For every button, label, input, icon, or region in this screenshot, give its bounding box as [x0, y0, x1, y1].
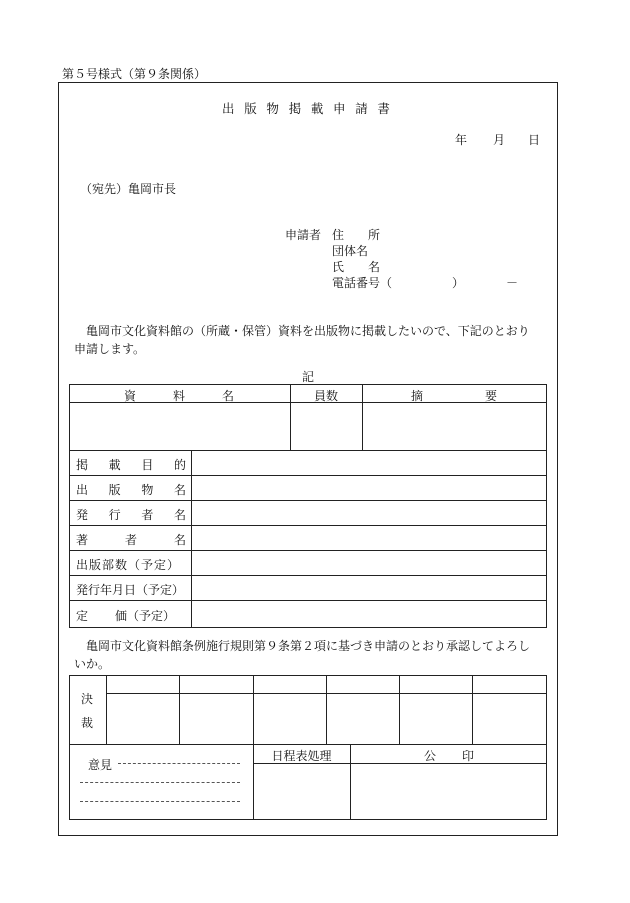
decision-char: 裁 — [81, 716, 94, 730]
row-label-author — [76, 531, 186, 548]
title-char: 請 — [355, 101, 368, 116]
row-label-price-char: 定 — [76, 609, 89, 623]
seal-char: 公 — [424, 749, 437, 763]
ki-label: 記 — [302, 370, 315, 384]
row-label-purpose — [76, 456, 186, 473]
date-year-label: 年 — [455, 133, 468, 147]
row-label-print-count: 出版部数（予定） — [76, 558, 181, 572]
header-char: 資 — [124, 389, 137, 403]
table-border — [69, 744, 547, 745]
applicant-address-label: 住 所 — [332, 228, 381, 242]
title-char: 物 — [266, 101, 279, 116]
row-label-char: 者 — [124, 533, 137, 547]
header-char: 摘 — [411, 389, 424, 403]
row-label-char: 版 — [108, 483, 121, 497]
title-char: 版 — [244, 101, 257, 116]
body-text-line1: 亀岡市文化資料館の（所蔵・保管）資料を出版物に掲載したいので、下記のとおり — [86, 324, 530, 338]
title-char: 出 — [222, 101, 235, 116]
table-border — [350, 744, 351, 820]
title-char: 書 — [377, 101, 390, 116]
approval-text-line2: いか。 — [74, 657, 111, 671]
table-border — [69, 627, 547, 628]
table-border — [69, 384, 547, 385]
row-label-char: 名 — [173, 533, 186, 547]
title-char: 申 — [333, 101, 346, 116]
approval-text-line1: 亀岡市文化資料館条例施行規則第９条第２項に基づき申請のとおり承認してよろし — [86, 639, 531, 653]
row-label-publisher — [76, 506, 186, 523]
applicant-label: 申請者 — [285, 228, 322, 242]
count-header: 員数 — [313, 389, 338, 403]
row-label-char: 的 — [173, 458, 186, 472]
row-label-char: 載 — [108, 458, 121, 472]
table-border — [472, 675, 473, 744]
applicant-name-label: 氏 名 — [332, 260, 381, 274]
form-number: 第５号様式（第９条関係） — [62, 67, 207, 81]
seal-char: 印 — [461, 749, 474, 763]
table-border — [69, 675, 70, 820]
row-label-char: 名 — [173, 508, 186, 522]
date-month-label: 月 — [493, 133, 506, 147]
opinion-dotted-line — [118, 763, 240, 764]
header-char: 料 — [172, 389, 185, 403]
header-char: 名 — [221, 389, 234, 403]
material-name-header — [124, 387, 234, 404]
row-label-char: 発 — [76, 508, 89, 522]
table-border — [69, 384, 70, 628]
opinion-dotted-line — [80, 801, 240, 802]
row-label-char: 著 — [76, 533, 89, 547]
date-day-label: 日 — [528, 133, 541, 147]
row-label-char: 名 — [173, 483, 186, 497]
table-border — [399, 675, 400, 744]
seal-label — [424, 747, 474, 764]
table-border — [106, 675, 107, 744]
addressee: （宛先）亀岡市長 — [80, 182, 177, 196]
table-border — [191, 450, 192, 628]
row-label-char: 掲 — [76, 458, 89, 472]
opinion-label: 意見 — [88, 758, 113, 772]
table-border — [69, 475, 547, 476]
table-border — [546, 384, 547, 628]
table-border — [69, 525, 547, 526]
row-label-char: 出 — [76, 483, 89, 497]
row-label-issue-date: 発行年月日（予定） — [76, 583, 185, 597]
table-border — [69, 500, 547, 501]
table-border — [69, 450, 547, 451]
table-border — [69, 550, 547, 551]
body-text-line2: 申請します。 — [74, 342, 146, 356]
title-char: 載 — [310, 101, 324, 116]
row-label-char: 目 — [141, 458, 154, 472]
applicant-group-label: 団体名 — [332, 244, 369, 258]
row-label-char: 行 — [108, 508, 121, 522]
table-border — [546, 675, 547, 820]
table-border — [69, 819, 547, 820]
table-border — [362, 384, 363, 450]
applicant-phone-label: 電話番号（ ） － — [332, 276, 519, 290]
row-label-price: 価（予定） — [115, 609, 176, 623]
header-char: 要 — [484, 389, 497, 403]
table-border — [69, 675, 547, 676]
row-label-char: 物 — [141, 483, 154, 497]
remarks-header — [411, 387, 497, 404]
row-label-char: 者 — [141, 508, 154, 522]
form-title — [222, 99, 390, 117]
row-label-publication-name — [76, 481, 186, 498]
decision-char: 決 — [81, 692, 94, 706]
table-border — [69, 575, 547, 576]
table-border — [69, 600, 547, 601]
opinion-dotted-line — [80, 782, 240, 783]
schedule-label: 日程表処理 — [271, 749, 332, 763]
table-border — [326, 675, 327, 744]
table-border — [179, 675, 180, 744]
title-char: 掲 — [288, 101, 302, 116]
